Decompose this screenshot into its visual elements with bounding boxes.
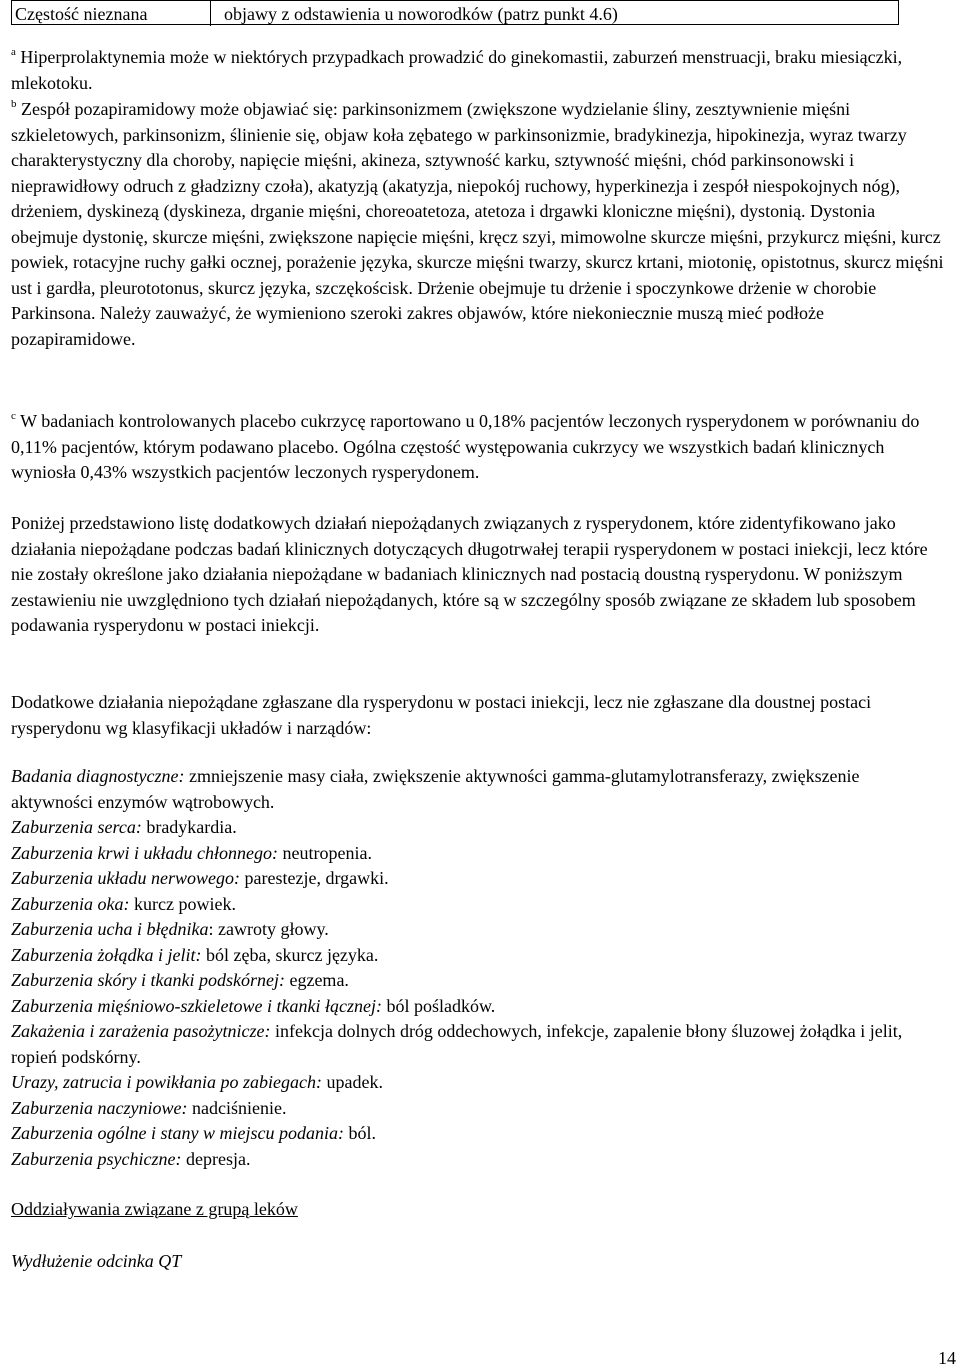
list-item	[11, 866, 946, 892]
soc-effects: kurcz powiek.	[129, 893, 236, 914]
soc-category: Zaburzenia serca:	[11, 817, 142, 837]
list-item	[11, 1147, 946, 1173]
soc-effects: : zawroty głowy.	[208, 919, 329, 939]
soc-effects: nadciśnienie.	[187, 1097, 287, 1118]
list-item	[11, 841, 946, 867]
soc-category: Zaburzenia skóry i tkanki podskórnej:	[11, 970, 285, 990]
soc-category: Zaburzenia ogólne i stany w miejscu podania:	[11, 1123, 344, 1143]
list-item	[11, 994, 946, 1020]
page-number: 14	[938, 1348, 956, 1368]
additional-effects-list-intro	[11, 690, 946, 741]
footnote-marker: b	[11, 98, 17, 110]
list-item	[11, 892, 946, 918]
list-item	[11, 1019, 946, 1070]
list-item	[11, 1070, 946, 1096]
list-item	[11, 968, 946, 994]
footnote-a	[11, 45, 946, 96]
footnote-b	[11, 97, 946, 352]
soc-effects: bradykardia.	[141, 817, 237, 837]
footnote-c	[11, 409, 946, 486]
frequency-table-row	[11, 0, 899, 25]
list-item	[11, 1096, 946, 1122]
soc-effects: upadek.	[321, 1072, 383, 1092]
soc-effects: infekcja dolnych dróg oddechowych, infekcje, zapalenie błony śluzowej żołądka i jelit, ropień podskórny.	[11, 1021, 903, 1067]
footnote-text: Hiperprolaktynemia może w niektórych przypadkach prowadzić do ginekomastii, zaburzeń menstruacji, braku miesiączki, mlekotoku.	[11, 47, 903, 93]
soc-effects: ból.	[343, 1123, 376, 1143]
group-interactions-heading: Oddziaływania związane z grupą leków	[11, 1199, 298, 1219]
soc-category: Zaburzenia psychiczne:	[11, 1148, 182, 1169]
soc-category: Zaburzenia ucha i błędnika	[11, 919, 209, 939]
list-item	[11, 917, 946, 943]
footnote-marker: c	[11, 410, 16, 422]
list-item	[11, 815, 946, 841]
soc-effects-list	[11, 764, 946, 1172]
soc-effects: parestezje, drgawki.	[240, 868, 389, 888]
frequency-cell: Częstość nieznana	[12, 1, 211, 26]
soc-effects: egzema.	[284, 970, 349, 990]
soc-category: Zaburzenia krwi i układu chłonnego:	[11, 842, 278, 863]
soc-category: Urazy, zatrucia i powikłania po zabiegach:	[11, 1072, 322, 1092]
soc-category: Zakażenia i zarażenia pasożytnicze:	[11, 1021, 271, 1041]
soc-category: Zaburzenia żołądka i jelit:	[11, 944, 202, 965]
soc-category: Badania diagnostyczne:	[11, 766, 185, 786]
soc-category: Zaburzenia naczyniowe:	[11, 1097, 188, 1118]
list-item	[11, 943, 946, 969]
qt-prolongation-heading: Wydłużenie odcinka QT	[11, 1251, 182, 1271]
footnote-text: Zespół pozapiramidowy może objawiać się: parkinsonizmem (zwiększone wydzielanie śliny, zesztywnienie mięśni szkieletowych, parkinsonizm, ślinienie się, objaw koła zębatego w parkinsonizmie, bradykinezja, hipokinezja, wyraz twarzy charakterystyczny dla choroby, napięcie mięśni, akineza, sztywność karku, sztywność mięśni, chód parkinsonowski i nieprawidłowy odruch z gładzizny czoła), akatyzją (akatyzja, niepokój ruchowy, hyperkinezja i zespół niespokojnych nóg), drżeniem, dyskinezą (dyskineza, drganie mięśni, choreoatetoza, atetoza i drgawki kloniczne mięśni), dystonią. Dystonia obejmuje dystonię, skurcze mięśni, zwiększone napięcie mięśni, kręcz szyi, mimowolne skurcze mięśni, przykurcz mięśni, kurcz powiek, rotacyjne ruchy gałki ocznej, porażenie języka, skurcze mięśni twarzy, skurcz krtani, miotonię, opistotnus, skurcz mięśni ust i gardła, pleurototonus, skurcz języka, szczękościsk. Drżenie obejmuje tu drżenie i spoczynkowe drżenie w chorobie Parkinsona. Należy zauważyć, że wymieniono szeroki zakres objawów, które niekoniecznie muszą mieć podłoże pozapiramidowe.	[11, 99, 944, 349]
additional-effects-intro	[11, 511, 946, 639]
paragraph-text: Poniżej przedstawiono listę dodatkowych działań niepożądanych związanych z rysperydonem, które zidentyfikowano jako działania niepożądane podczas badań klinicznych dotyczących długotrwałej terapii rysperydonem w postaci iniekcji, lecz które nie zostały określone jako działania niepożądane w badaniach klinicznych nad postacią doustną rysperydonu. W poniższym zestawieniu nie uwzględniono tych działań niepożądanych, które są w szczególny sposób związane ze składem lub sposobem podawania rysperydonu w postaci iniekcji.	[11, 513, 928, 635]
soc-effects: ból pośladków.	[381, 995, 496, 1016]
reaction-cell: objawy z odstawienia u noworodków (patrz punkt 4.6)	[224, 4, 618, 24]
soc-category: Zaburzenia oka:	[11, 893, 130, 914]
soc-effects: ból zęba, skurcz języka.	[201, 944, 379, 965]
list-item	[11, 1121, 946, 1147]
soc-category: Zaburzenia mięśniowo-szkieletowe i tkanki łącznej:	[11, 995, 382, 1016]
paragraph-text: Dodatkowe działania niepożądane zgłaszane dla rysperydonu w postaci iniekcji, lecz nie zgłaszane dla doustnej postaci rysperydonu wg klasyfikacji układów i narządów:	[11, 692, 872, 738]
soc-effects: zmniejszenie masy ciała, zwiększenie aktywności gamma-glutamylotransferazy, zwiększenie aktywności enzymów wątrobowych.	[11, 766, 860, 812]
footnote-marker: a	[11, 46, 16, 58]
soc-effects: depresja.	[181, 1148, 251, 1169]
footnote-text: W badaniach kontrolowanych placebo cukrzycę raportowano u 0,18% pacjentów leczonych rysperydonem w porównaniu do 0,11% pacjentów, którym podawano placebo. Ogólna częstość występowania cukrzycy we wszystkich badań klinicznych wyniosła 0,43% wszystkich pacjentów leczonych rysperydonem.	[11, 411, 920, 482]
soc-category: Zaburzenia układu nerwowego:	[11, 868, 240, 888]
soc-effects: neutropenia.	[277, 842, 372, 863]
list-item	[11, 764, 946, 815]
